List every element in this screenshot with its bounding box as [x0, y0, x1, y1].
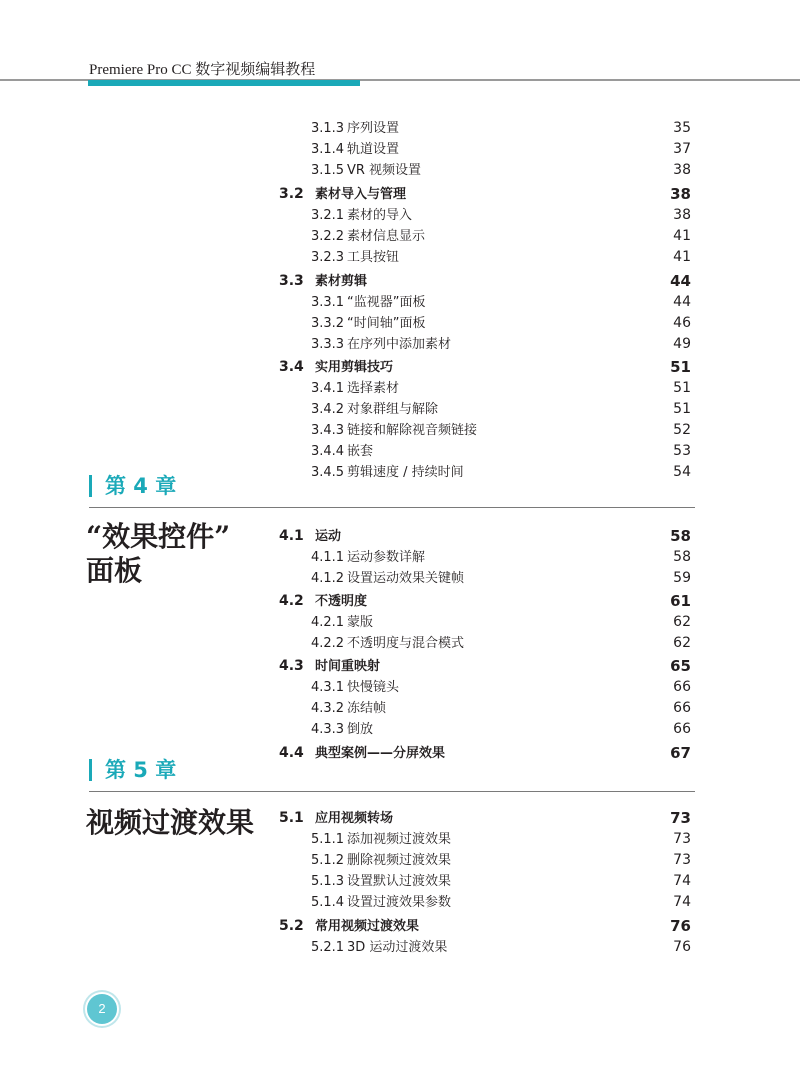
toc-entry-number: 5.1	[279, 810, 304, 826]
toc-entry-page: 66	[673, 679, 691, 695]
chapter-5-title-line-1: 视频过渡效果	[86, 806, 255, 839]
toc-entry-number: 3.1.4	[311, 142, 345, 157]
toc-entry-title: 素材导入与管理	[315, 187, 407, 202]
toc-entry-title: 运动	[315, 529, 342, 544]
toc-entry-number: 4.1	[279, 528, 304, 544]
toc-entry-number: 4.1.1	[311, 550, 345, 565]
toc-entry-title: 应用视频转场	[315, 811, 394, 826]
toc-section-entry	[279, 357, 691, 378]
toc-entry-page: 65	[670, 657, 691, 675]
toc-entry-title: 素材信息显示	[347, 229, 426, 244]
toc-entry-number: 3.4.5	[311, 465, 345, 480]
toc-entry-page: 49	[673, 336, 691, 352]
toc-entry-number: 4.3.2	[311, 701, 345, 716]
toc-subsection-entry	[279, 292, 691, 313]
toc-entry-page: 38	[670, 185, 691, 203]
toc-entry-number: 3.4.2	[311, 402, 345, 417]
toc-section-entry	[279, 526, 691, 547]
toc-subsection-entry	[279, 139, 691, 160]
toc-entry-page: 38	[673, 162, 691, 178]
toc-entry-page: 62	[673, 635, 691, 651]
toc-section-entry	[279, 591, 691, 612]
toc-entry-title: 剪辑速度 / 持续时间	[347, 465, 464, 480]
toc-entry-page: 73	[673, 852, 691, 868]
toc-entry-number: 3.2	[279, 186, 304, 202]
toc-entry-page: 51	[673, 380, 691, 396]
toc-entry-title: 实用剪辑技巧	[315, 360, 394, 375]
toc-entry-number: 4.4	[279, 745, 304, 761]
toc-entry-title: 在序列中添加素材	[347, 337, 452, 352]
toc-entry-title: 不透明度	[315, 594, 368, 609]
toc-subsection-entry	[279, 118, 691, 139]
toc-entry-title: 选择素材	[347, 381, 400, 396]
toc-subsection-entry	[279, 378, 691, 399]
toc-entry-number: 5.1.1	[311, 832, 345, 847]
toc-entry-number: 4.1.2	[311, 571, 345, 586]
toc-entry-title: 冻结帧	[347, 701, 387, 716]
toc-subsection-entry	[279, 247, 691, 268]
toc-subsection-entry	[279, 462, 691, 483]
toc-entry-page: 58	[673, 549, 691, 565]
toc-entry-title: 对象群组与解除	[347, 402, 439, 417]
toc-entry-page: 66	[673, 721, 691, 737]
toc-entry-number: 3.3.1	[311, 295, 345, 310]
toc-entry-number: 5.1.4	[311, 895, 345, 910]
toc-subsection-entry	[279, 871, 691, 892]
toc-entry-title: 素材的导入	[347, 208, 413, 223]
toc-entry-number: 3.1.3	[311, 121, 345, 136]
toc-subsection-entry	[279, 698, 691, 719]
toc-entry-number: 4.2.2	[311, 636, 345, 651]
toc-subsection-entry	[279, 829, 691, 850]
toc-entry-page: 41	[673, 249, 691, 265]
toc-entry-title: 删除视频过渡效果	[347, 853, 452, 868]
toc-entry-number: 3.1.5	[311, 163, 345, 178]
toc-entry-title: 3D 运动过渡效果	[347, 940, 448, 955]
toc-entry-page: 37	[673, 141, 691, 157]
toc-entry-page: 76	[673, 939, 691, 955]
toc-subsection-entry	[279, 399, 691, 420]
toc-section-entry	[279, 184, 691, 205]
toc-entry-number: 3.3.3	[311, 337, 345, 352]
toc-entry-number: 4.2.1	[311, 615, 345, 630]
toc-entry-number: 5.1.3	[311, 874, 345, 889]
toc-subsection-entry	[279, 892, 691, 913]
toc-section-entry	[279, 916, 691, 937]
toc-entry-title: 添加视频过渡效果	[347, 832, 452, 847]
toc-entry-title: 设置运动效果关键帧	[347, 571, 465, 586]
toc-entry-title: 设置过渡效果参数	[347, 895, 452, 910]
toc-entry-title: 工具按钮	[347, 250, 400, 265]
toc-entry-page: 73	[673, 831, 691, 847]
toc-entry-page: 41	[673, 228, 691, 244]
toc-entry-title: “监视器”面板	[347, 295, 426, 310]
toc-section-entry	[279, 271, 691, 292]
toc-subsection-entry	[279, 612, 691, 633]
chapter-4-title-line-1: “效果控件”	[86, 520, 231, 553]
toc-subsection-entry	[279, 160, 691, 181]
toc-subsection-entry	[279, 677, 691, 698]
toc-entry-number: 5.2.1	[311, 940, 345, 955]
toc-entry-title: 典型案例——分屏效果	[315, 746, 446, 761]
toc-entry-number: 5.2	[279, 918, 304, 934]
toc-entry-title: 蒙版	[347, 615, 374, 630]
toc-entry-number: 4.3.3	[311, 722, 345, 737]
toc-entry-title: 嵌套	[347, 444, 374, 459]
toc-entry-number: 3.2.1	[311, 208, 345, 223]
toc-entry-title: 链接和解除视音频链接	[347, 423, 478, 438]
toc-entry-number: 4.2	[279, 593, 304, 609]
toc-subsection-entry	[279, 850, 691, 871]
page-number-badge	[87, 994, 117, 1024]
toc-entry-page: 58	[670, 527, 691, 545]
toc-entry-page: 66	[673, 700, 691, 716]
toc-entry-number: 5.1.2	[311, 853, 345, 868]
toc-entry-page: 59	[673, 570, 691, 586]
toc-entry-page: 74	[673, 894, 691, 910]
toc-entry-title: “时间轴”面板	[347, 316, 426, 331]
toc-subsection-entry	[279, 313, 691, 334]
toc-entry-title: 时间重映射	[315, 659, 381, 674]
toc-subsection-entry	[279, 334, 691, 355]
toc-entry-page: 76	[670, 917, 691, 935]
toc-subsection-entry	[279, 420, 691, 441]
toc-subsection-entry	[279, 719, 691, 740]
toc-entry-title: VR 视频设置	[347, 163, 422, 178]
page-number: 2	[98, 1001, 106, 1016]
chapter-4-title-line-2: 面板	[86, 554, 143, 587]
toc-entry-page: 74	[673, 873, 691, 889]
toc-section-entry	[279, 808, 691, 829]
toc-entry-number: 3.4.1	[311, 381, 345, 396]
toc-subsection-entry	[279, 226, 691, 247]
toc-entry-number: 3.2.3	[311, 250, 345, 265]
toc-entry-title: 轨道设置	[347, 142, 400, 157]
toc-entry-page: 44	[673, 294, 691, 310]
toc-entry-page: 61	[670, 592, 691, 610]
toc-subsection-entry	[279, 937, 691, 958]
toc-subsection-entry	[279, 441, 691, 462]
toc-entry-page: 51	[670, 358, 691, 376]
toc-subsection-entry	[279, 568, 691, 589]
toc-entry-page: 54	[673, 464, 691, 480]
toc-entry-title: 序列设置	[347, 121, 400, 136]
toc-subsection-entry	[279, 205, 691, 226]
toc-entry-title: 设置默认过渡效果	[347, 874, 452, 889]
toc-entry-page: 73	[670, 809, 691, 827]
toc-entry-number: 3.4.4	[311, 444, 345, 459]
toc-entry-page: 67	[670, 744, 691, 762]
toc-entry-page: 44	[670, 272, 691, 290]
toc-entry-number: 4.3	[279, 658, 304, 674]
book-title: Premiere Pro CC 数字视频编辑教程	[89, 62, 316, 78]
toc-entry-number: 3.3.2	[311, 316, 345, 331]
toc-entry-number: 3.4.3	[311, 423, 345, 438]
toc-entry-title: 常用视频过渡效果	[315, 919, 420, 934]
toc-entry-title: 快慢镜头	[347, 680, 400, 695]
toc-entry-page: 53	[673, 443, 691, 459]
toc-entry-title: 素材剪辑	[315, 274, 368, 289]
toc-entry-title: 运动参数详解	[347, 550, 426, 565]
toc-entry-number: 3.3	[279, 273, 304, 289]
toc-entry-number: 3.2.2	[311, 229, 345, 244]
toc-entry-number: 3.4	[279, 359, 304, 375]
toc-entry-page: 52	[673, 422, 691, 438]
toc-entry-number: 4.3.1	[311, 680, 345, 695]
toc-entry-page: 62	[673, 614, 691, 630]
toc-entry-page: 46	[673, 315, 691, 331]
toc-subsection-entry	[279, 633, 691, 654]
toc-entry-page: 35	[673, 120, 691, 136]
toc-section-entry	[279, 743, 691, 764]
toc-entry-page: 38	[673, 207, 691, 223]
toc-entry-title: 不透明度与混合模式	[347, 636, 465, 651]
toc-entry-page: 51	[673, 401, 691, 417]
toc-section-entry	[279, 656, 691, 677]
toc-subsection-entry	[279, 547, 691, 568]
toc-entry-title: 倒放	[347, 722, 374, 737]
